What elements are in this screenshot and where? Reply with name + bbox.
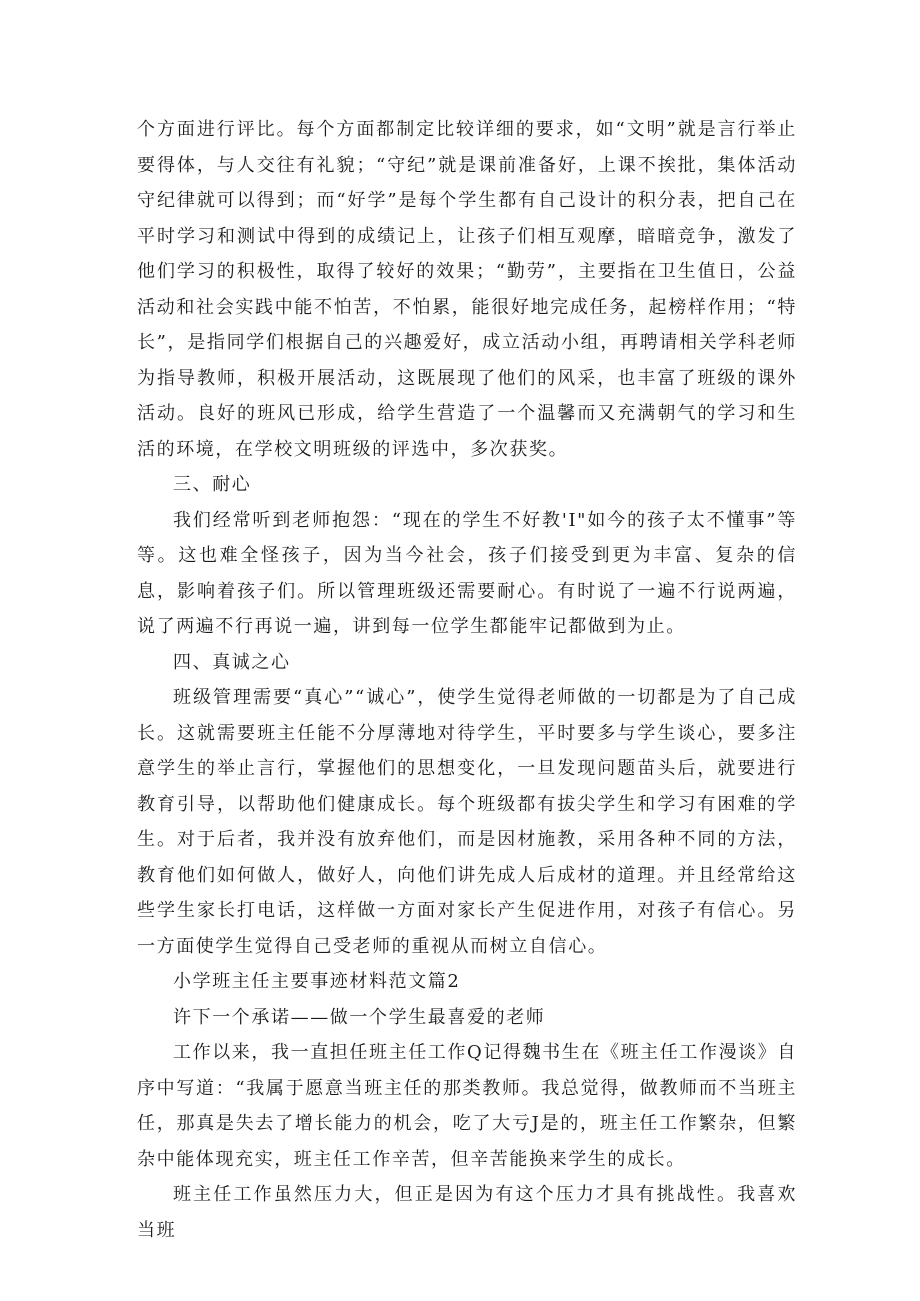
- paragraph-evaluation-continued: 个方面进行评比。每个方面都制定比较详细的要求，如“文明”就是言行举止要得体，与人交往有礼貌；“守纪”就是课前准备好，上课不挨批，集体活动守纪律就可以得到；而“好学”是每个学生都有自己设计的积分表，把自己在平时学习和测试中得到的成绩记上，让孩子们相互观摩，暗暗竞争，激发了他们学习的积极性，取得了较好的效果；“勤劳”，主要指在卫生值日，公益活动和社会实践中能不怕苦，不怕累，能很好地完成任务，起榜样作用；“特长”，是指同学们根据自己的兴趣爱好，成立活动小组，再聘请相关学科老师为指导教师，积极开展活动，这既展现了他们的风采，也丰富了班级的课外活动。良好的班风已形成，给学生营造了一个温馨而又充满朝气的学习和生活的环境，在学校文明班级的评选中，多次获奖。: [137, 119, 797, 460]
- paragraph-patience: 我们经常听到老师抱怨：“现在的学生不好教'I"如今的孩子太不懂事”等等。这也难全怪孩子，因为当今社会，孩子们接受到更为丰富、复杂的信息，影响着孩子们。所以管理班级还需要耐心。有时说了一遍不行说两遍，说了两遍不行再说一遍，讲到每一位学生都能牢记都做到为止。: [137, 509, 797, 637]
- document-body: [137, 112, 797, 1248]
- section-heading-sincerity: 四、真诚之心: [173, 651, 291, 673]
- paragraph-work-pressure: 班主任工作虽然压力大，但正是因为有这个压力才具有挑战性。我喜欢当班: [137, 1184, 797, 1241]
- article-title-2: 小学班主任主要事迹材料范文篇2: [173, 971, 461, 992]
- article-subtitle-promise: 许下一个承诺——做一个学生最喜爱的老师: [173, 1006, 546, 1028]
- paragraph-work-intro: 工作以来，我一直担任班主任工作Q记得魏书生在《班主任工作漫谈》自序中写道：“我属于愿意当班主任的那类教师。我总觉得，做教师而不当班主任，那真是失去了增长能力的机会，吃了大亏J是的，班主任工作繁杂，但繁杂中能体现充实，班主任工作辛苦，但辛苦能换来学生的成长。: [137, 1042, 797, 1170]
- section-heading-patience: 三、耐心: [173, 474, 252, 495]
- paragraph-sincerity: 班级管理需要“真心”“诚心”，使学生觉得老师做的一切都是为了自己成长。这就需要班主任能不分厚薄地对待学生，平时要多与学生谈心，要多注意学生的举止言行，掌握他们的思想变化，一旦发现问题苗头后，就要进行教育引导，以帮助他们健康成长。每个班级都有拔尖学生和学习有困难的学生。对于后者，我并没有放弃他们，而是因材施教，采用各种不同的方法，教育他们如何做人，做好人，向他们讲先成人后成材的道理。并且经常给这些学生家长打电话，这样做一方面对家长产生促进作用，对孩子有信心。另一方面使学生觉得自己受老师的重视从而树立自信心。: [137, 687, 797, 957]
